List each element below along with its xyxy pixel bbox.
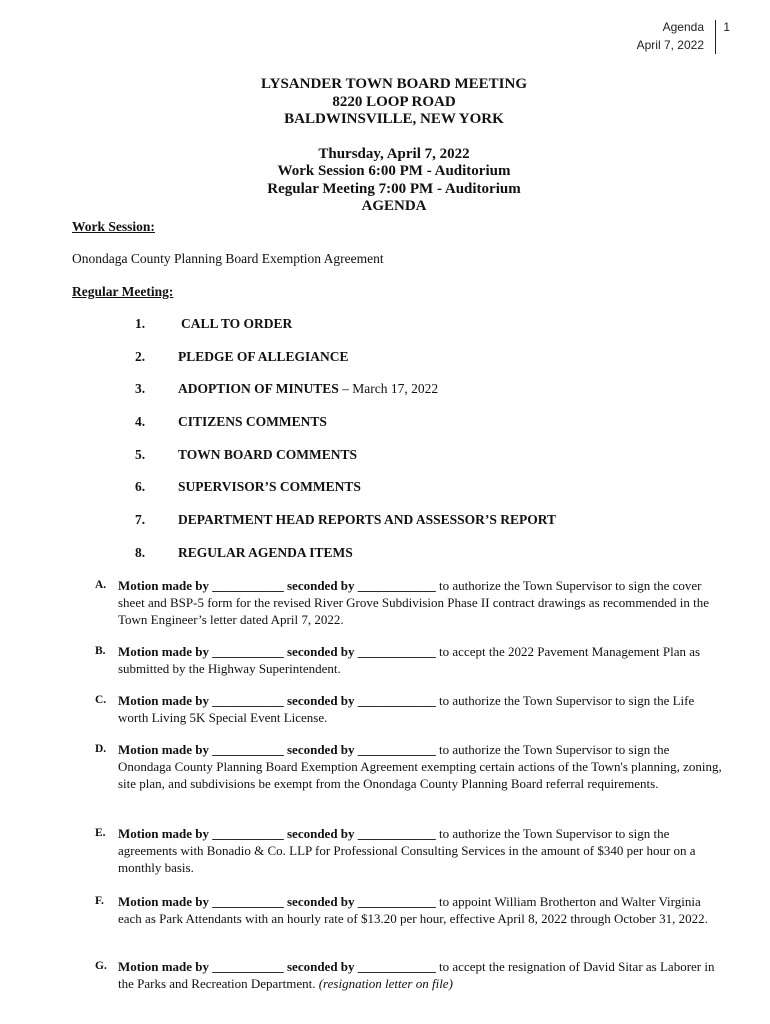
title-line-3: BALDWINSVILLE, NEW YORK: [284, 111, 504, 127]
motion-body: Motion made by ___________ seconded by ____________ to accept the 2022 Pavement Management Plan as submitted by the Highway Superintendent.: [118, 644, 701, 676]
regular-meeting-label: Regular Meeting:: [72, 284, 174, 299]
motion-letter: D.: [95, 743, 107, 755]
title-line-7: AGENDA: [361, 198, 427, 214]
work-session-item: Onondaga County Planning Board Exemption Agreement: [72, 251, 384, 266]
agenda-item-number: 5.: [135, 447, 146, 462]
motion-body: Motion made by ___________ seconded by ____________ to authorize the Town Supervisor to sign the agreements with Bonadio & Co. LLP for Professional Consulting Services in the amount of $340 per hour on a monthly basis.: [118, 826, 696, 875]
motion-body: Motion made by ___________ seconded by ____________ to accept the resignation of David Sitar as Laborer in the Parks and Recreation Department. (resignation letter on file): [118, 959, 715, 991]
motion-letter: B.: [95, 645, 106, 657]
agenda-item-number: 2.: [135, 349, 146, 364]
agenda-item-text: TOWN BOARD COMMENTS: [178, 447, 358, 462]
agenda-item-number: 3.: [135, 381, 146, 396]
title-block: [0, 76, 770, 216]
agenda-item-text: CALL TO ORDER: [181, 316, 293, 331]
header-doc-label: Agenda: [662, 20, 704, 34]
motion-body: Motion made by ___________ seconded by ____________ to authorize the Town Supervisor to sign the Life worth Living 5K Special Event License.: [118, 693, 695, 725]
agenda-item-text: CITIZENS COMMENTS: [178, 414, 327, 429]
motion-body: Motion made by ___________ seconded by ____________ to appoint William Brotherton and Walter Virginia each as Park Attendants with an hourly rate of $13.20 per hour, effective April 8, 2022 through October 31, 2022.: [118, 894, 708, 926]
motion-letter: A.: [95, 579, 107, 591]
motion-item-a: [95, 577, 725, 628]
agenda-item-text: PLEDGE OF ALLEGIANCE: [178, 349, 349, 364]
title-line-2: 8220 LOOP ROAD: [332, 93, 456, 110]
agenda-item-number: 1.: [135, 316, 146, 331]
motion-body: Motion made by ___________ seconded by ____________ to authorize the Town Supervisor to sign the Onondaga County Planning Board Exemption Agreement exempting certain actions of the Town's planning, zoning, site plan, and subdivisions be exempt from the Onondaga County Planning Board referral requirements.: [118, 742, 722, 791]
motion-letter: F.: [95, 895, 104, 907]
title-line-6: Regular Meeting 7:00 PM - Auditorium: [267, 180, 521, 197]
header-text: [637, 18, 704, 54]
agenda-item-number: 8.: [135, 545, 146, 560]
motion-item-g: [95, 958, 725, 992]
title-line-5: Work Session 6:00 PM - Auditorium: [277, 163, 511, 179]
page-header: [576, 18, 716, 54]
title-gap: [0, 129, 770, 146]
motion-letter: C.: [95, 694, 107, 706]
motion-item-c: [95, 692, 725, 726]
header-divider: [715, 20, 716, 54]
agenda-item-number: 6.: [135, 479, 146, 494]
motion-item-d: [95, 741, 725, 792]
agenda-item-text: DEPARTMENT HEAD REPORTS AND ASSESSOR’S REPORT: [178, 512, 557, 527]
motion-item-e: [95, 825, 725, 876]
motion-letter: E.: [95, 827, 106, 839]
agenda-item-number: 4.: [135, 414, 146, 429]
work-session-label: Work Session:: [72, 219, 155, 234]
motion-item-b: [95, 643, 725, 677]
agenda-item-text: SUPERVISOR’S COMMENTS: [178, 479, 361, 494]
motion-letter: G.: [95, 960, 107, 972]
title-line-4: Thursday, April 7, 2022: [318, 145, 470, 162]
agenda-item-number: 7.: [135, 512, 146, 527]
agenda-item-text: REGULAR AGENDA ITEMS: [178, 545, 353, 560]
agenda-item-text: ADOPTION OF MINUTES – March 17, 2022: [178, 381, 439, 396]
page-number: 1: [723, 20, 730, 34]
motion-body: Motion made by ___________ seconded by ____________ to authorize the Town Supervisor to sign the cover sheet and BSP-5 form for the revised River Grove Subdivision Phase II contract drawings as recommended in the Town Engineer’s letter dated April 7, 2022.: [118, 578, 709, 627]
title-line-1: LYSANDER TOWN BOARD MEETING: [260, 76, 528, 92]
motion-note: (resignation letter on file): [318, 976, 453, 991]
header-date: April 7, 2022: [636, 38, 704, 52]
motion-item-f: [95, 893, 725, 927]
